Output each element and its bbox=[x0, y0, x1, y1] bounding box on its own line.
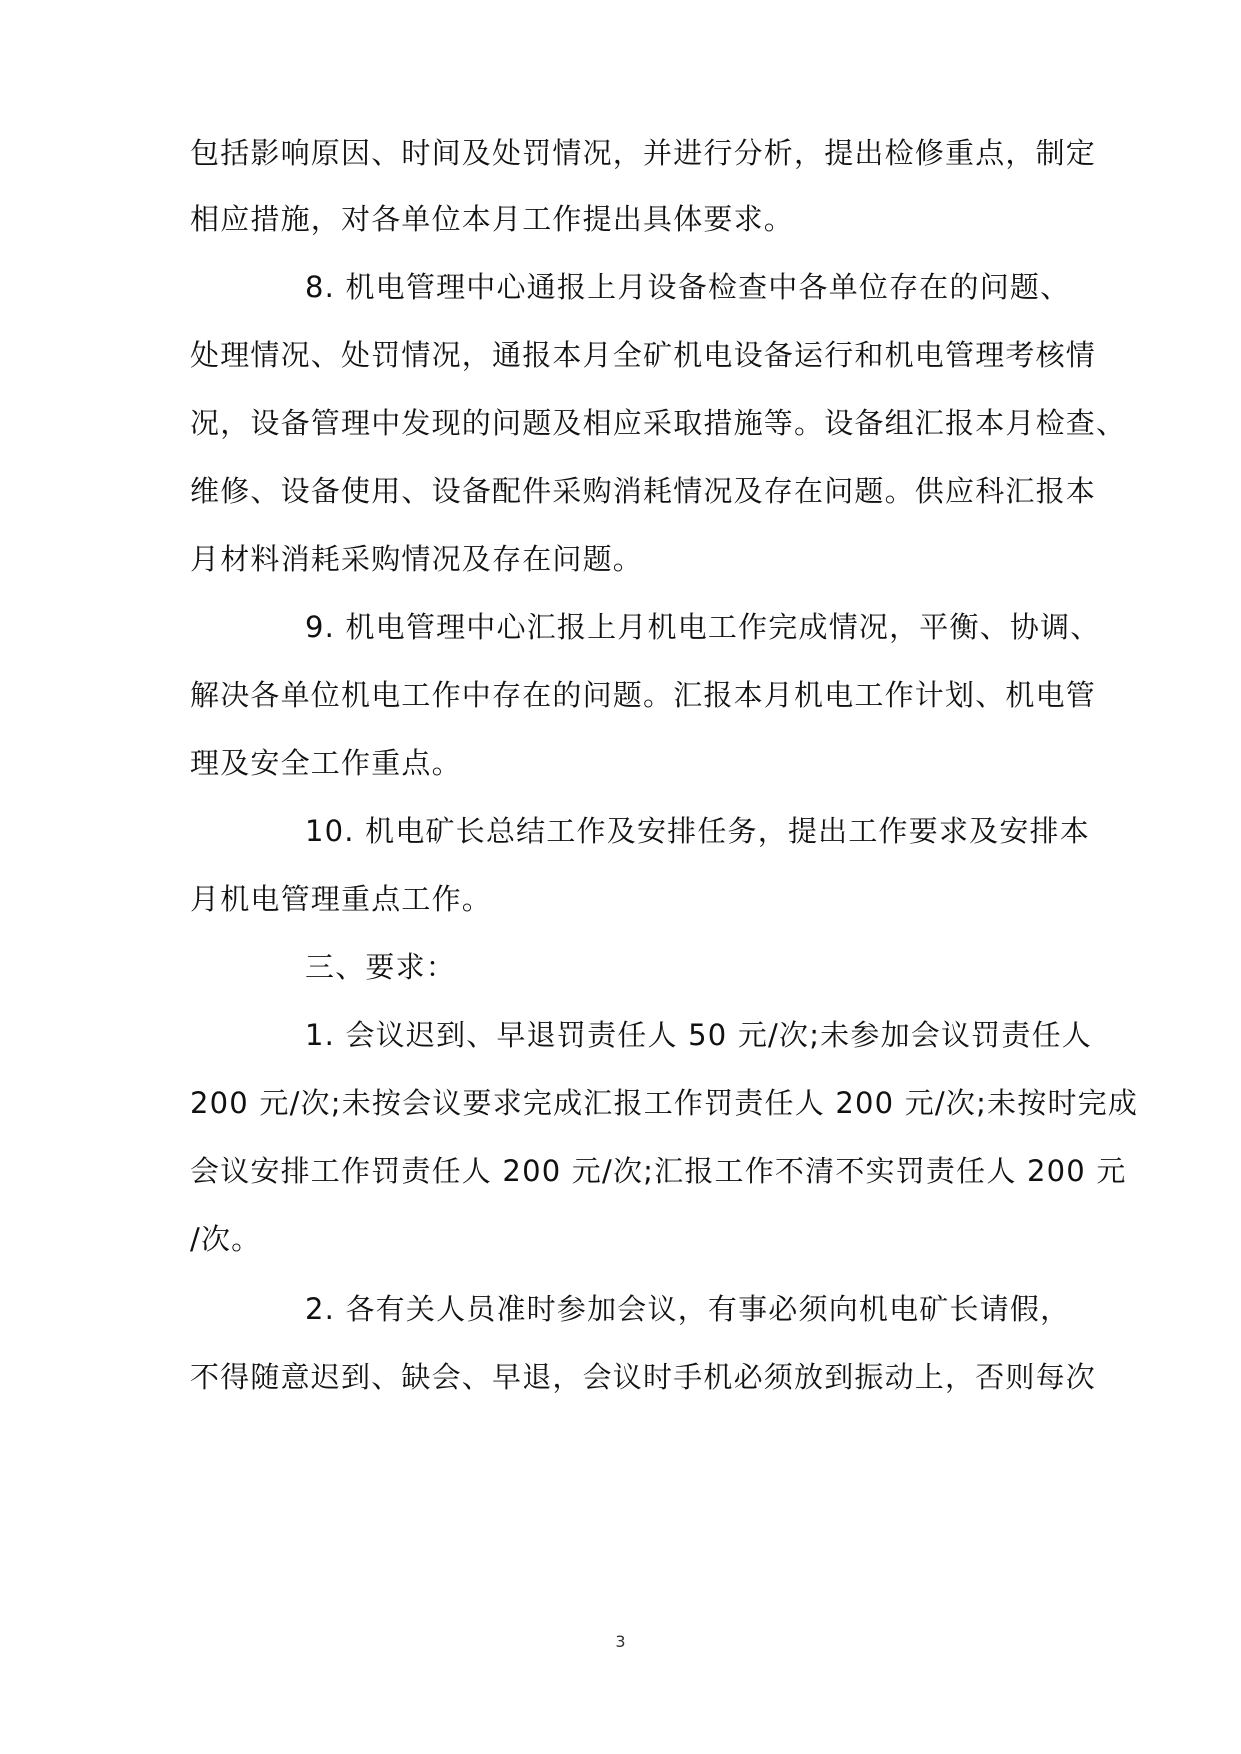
text-line: 不得随意迟到、缺会、早退，会议时手机必须放到振动上，否则每次 bbox=[190, 1360, 1097, 1394]
text-line: 维修、设备使用、设备配件采购消耗情况及存在问题。供应科汇报本 bbox=[190, 474, 1097, 508]
text-line: 相应措施，对各单位本月工作提出具体要求。 bbox=[190, 202, 795, 236]
text-line: 8. 机电管理中心通报上月设备检查中各单位存在的问题、 bbox=[305, 270, 1071, 304]
text-line: 月材料消耗采购情况及存在问题。 bbox=[190, 542, 644, 576]
text-line: 处理情况、处罚情况，通报本月全矿机电设备运行和机电管理考核情 bbox=[190, 338, 1097, 372]
text-line: 月机电管理重点工作。 bbox=[190, 882, 493, 916]
text-line: 2. 各有关人员准时参加会议，有事必须向机电矿长请假， bbox=[305, 1292, 1071, 1326]
page-number: 3 bbox=[615, 1632, 626, 1651]
text-line: 1. 会议迟到、早退罚责任人 50 元/次;未参加会议罚责任人 bbox=[305, 1018, 1092, 1052]
text-line: 9. 机电管理中心汇报上月机电工作完成情况，平衡、协调、 bbox=[305, 610, 1101, 644]
text-line: /次。 bbox=[190, 1222, 262, 1256]
section-heading: 三、要求： bbox=[305, 950, 457, 984]
text-line: 包括影响原因、时间及处罚情况，并进行分析，提出检修重点，制定 bbox=[190, 136, 1097, 170]
text-line: 会议安排工作罚责任人 200 元/次;汇报工作不清不实罚责任人 200 元 bbox=[190, 1154, 1127, 1188]
text-line: 10. 机电矿长总结工作及安排任务，提出工作要求及安排本 bbox=[305, 814, 1090, 848]
text-line: 况，设备管理中发现的问题及相应采取措施等。设备组汇报本月检查、 bbox=[190, 406, 1127, 440]
text-line: 200 元/次;未按会议要求完成汇报工作罚责任人 200 元/次;未按时完成 bbox=[190, 1086, 1139, 1120]
text-line: 解决各单位机电工作中存在的问题。汇报本月机电工作计划、机电管 bbox=[190, 678, 1097, 712]
text-line: 理及安全工作重点。 bbox=[190, 746, 462, 780]
